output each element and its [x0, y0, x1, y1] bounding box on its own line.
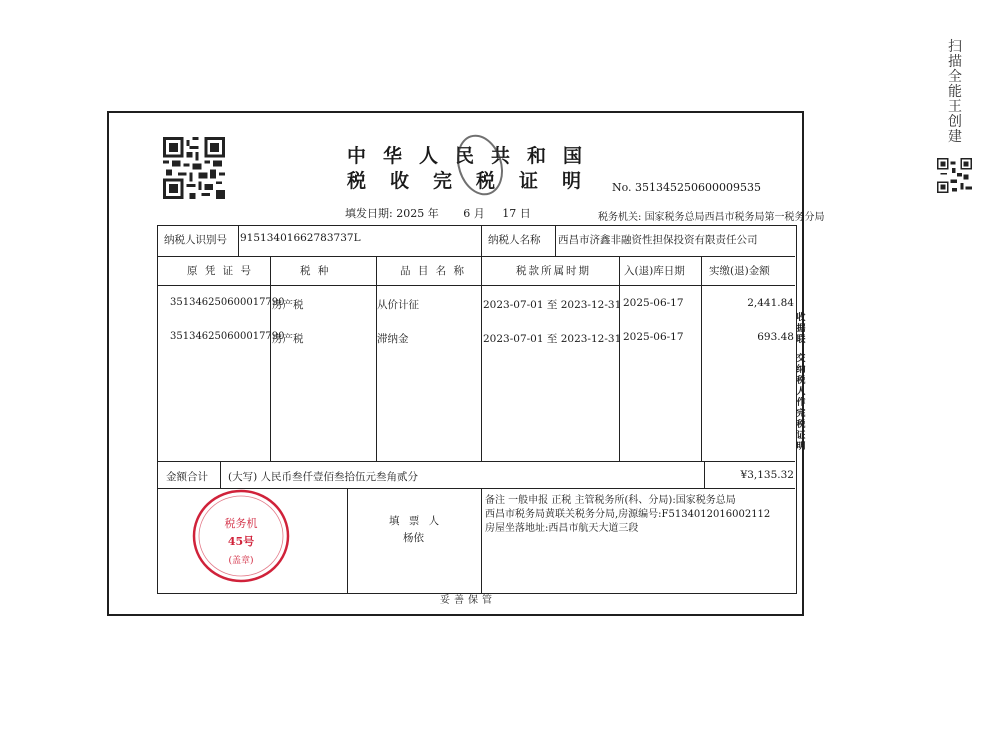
- total-amount: ¥3,135.32: [740, 469, 794, 481]
- title-char: 税: [476, 170, 496, 192]
- table-cell-amount: 2,441.84: [747, 297, 794, 309]
- side-note: [795, 313, 807, 453]
- col-header-date: 入(退)库日期: [624, 265, 685, 277]
- table-cell-period: 2023-07-01 至 2023-12-31: [483, 299, 622, 311]
- seal-number: 45号: [227, 535, 255, 548]
- side-note-bottom: 交纳税人作完税证明: [796, 354, 806, 452]
- seal-bottom-text: (盖章): [228, 556, 254, 566]
- title-char: 中: [347, 145, 367, 167]
- title-char: 共: [491, 145, 511, 167]
- table-cell-item: 滞纳金: [377, 333, 409, 345]
- tax-authority-label: 税务机关:: [598, 212, 642, 223]
- qr-code-margin: [937, 158, 972, 193]
- title-char: 人: [419, 145, 439, 167]
- official-seal: [190, 487, 292, 585]
- date-day: 17: [502, 207, 517, 220]
- table-cell-voucher: 351346250600017790: [170, 297, 285, 308]
- col-header-amount: 实缴(退)金额: [709, 265, 770, 277]
- title-char: 证: [519, 170, 539, 192]
- seal-center-text: 税务机: [224, 517, 258, 530]
- tax-authority: [598, 208, 825, 223]
- title-char: 完: [433, 170, 453, 192]
- col-header-voucher: 原 凭 证 号: [187, 265, 254, 277]
- total-label: 金额合计: [166, 471, 208, 483]
- taxpayer-id-value: 91513401662783737L: [240, 232, 361, 244]
- col-header-tax-type: 税 种: [300, 265, 331, 277]
- tax-authority-value: 国家税务总局西昌市税务局第一税务分局: [644, 212, 825, 223]
- title-char: 税: [347, 170, 367, 192]
- filler-label: 填 票 人: [389, 515, 443, 527]
- issue-date: [345, 205, 531, 221]
- remarks-line-2: 西昌市税务局黄联关税务分局,房源编号:F5134012016002112: [485, 509, 771, 520]
- keep-safe-note: 妥善保管: [440, 595, 496, 606]
- date-month: 6: [463, 207, 471, 220]
- table-cell-period: 2023-07-01 至 2023-12-31: [483, 333, 622, 345]
- table-cell-date: 2025-06-17: [623, 331, 684, 343]
- title-char: 民: [455, 145, 475, 167]
- date-year-unit: 年: [427, 207, 439, 220]
- table-cell-amount: 693.48: [757, 331, 794, 343]
- table-cell-tax-type: 房产税: [272, 333, 304, 345]
- taxpayer-name-label: 纳税人名称: [488, 234, 541, 246]
- table-cell-voucher: 351346250600017790: [170, 331, 285, 342]
- remarks-line-3: 房屋坐落地址:西昌市航天大道三段: [485, 523, 639, 534]
- total-amount-words: (大写) 人民币叁仟壹佰叁拾伍元叁角贰分: [228, 471, 419, 483]
- title-char: 明: [562, 170, 582, 192]
- taxpayer-name-value: 西昌市济鑫非融资性担保投资有限责任公司: [558, 234, 758, 246]
- filler-name: 杨依: [403, 532, 424, 544]
- title-char: 华: [383, 145, 403, 167]
- taxpayer-id-label: 纳税人识别号: [164, 234, 227, 246]
- remarks-line-1: 备注 一般申报 正税 主管税务所(科、分局):国家税务总局: [485, 495, 736, 506]
- title-char: 收: [390, 170, 410, 192]
- col-header-period: 税款所属时期: [516, 265, 591, 277]
- title-char: 和: [527, 145, 547, 167]
- table-cell-date: 2025-06-17: [623, 297, 684, 309]
- table-cell-tax-type: 房产税: [272, 299, 304, 311]
- date-label: 填发日期:: [345, 207, 393, 220]
- date-day-unit: 日: [519, 207, 531, 220]
- col-header-item: 品 目 名 称: [400, 265, 467, 277]
- title-char: 国: [563, 145, 583, 167]
- table-cell-item: 从价计征: [377, 299, 419, 311]
- side-note-top: 收据联: [796, 313, 806, 345]
- date-month-unit: 月: [473, 207, 485, 220]
- date-year: 2025: [396, 207, 425, 220]
- scanner-watermark-text: 扫描全能王 创建: [948, 39, 962, 145]
- certificate-number: No. 351345250600009535: [612, 181, 762, 194]
